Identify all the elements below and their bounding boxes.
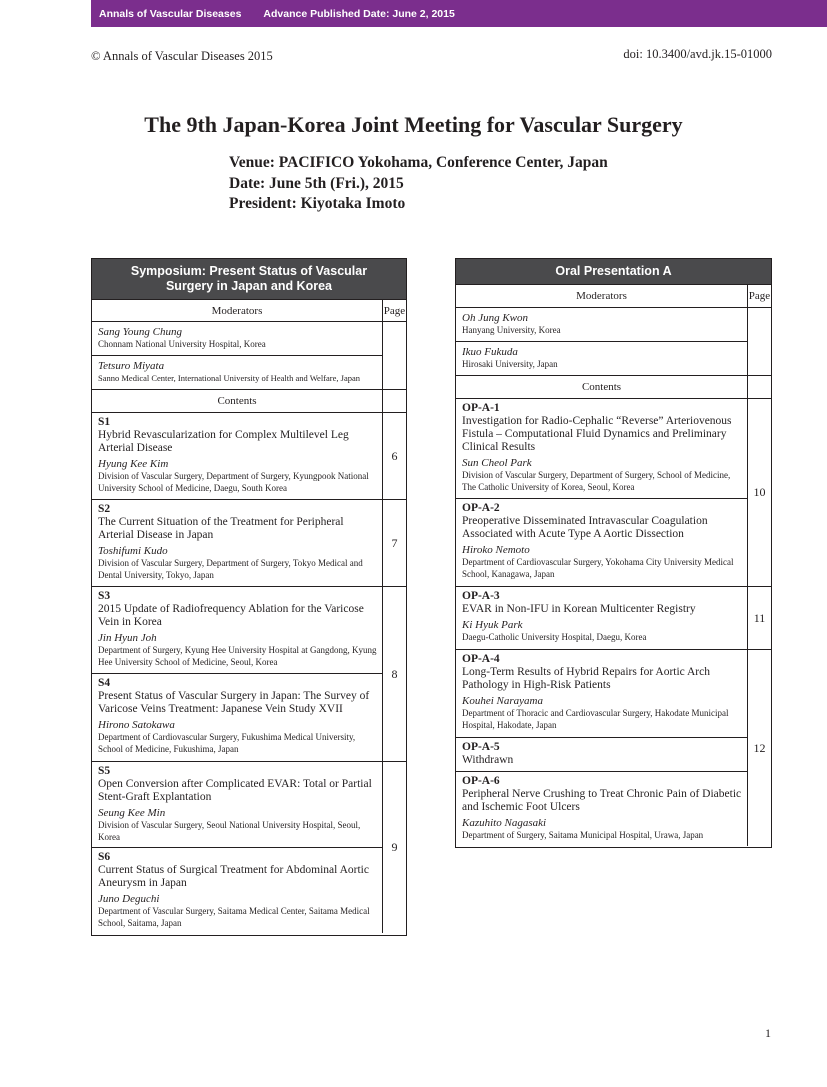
- entry-affiliation: Division of Vascular Surgery, Department of Surgery, Kyungpook National University School of Medicine, Daegu, South Korea: [98, 471, 369, 493]
- entry-code: S4: [98, 677, 111, 689]
- moderator-name: Ikuo Fukuda: [462, 346, 518, 358]
- entry-author: Hirono Satokawa: [98, 719, 175, 731]
- entry-title: 2015 Update of Radiofrequency Ablation for the Varicose Vein in Korea: [98, 603, 364, 628]
- entry-author: Toshifumi Kudo: [98, 545, 168, 557]
- page-label: Page: [747, 284, 771, 307]
- oral-entry: [456, 649, 747, 737]
- venue: Venue: PACIFICO Yokohama, Conference Center, Japan: [229, 154, 608, 171]
- entry-affiliation: Department of Vascular Surgery, Saitama Medical Center, Saitama Medical School, Saitama, Japan: [98, 906, 370, 928]
- entry-title: Open Conversion after Complicated EVAR: Total or Partial Stent-Graft Explantation: [98, 778, 372, 803]
- moderators-label: Moderators: [92, 299, 382, 321]
- moderator-affiliation: Chonnam National University Hospital, Korea: [98, 339, 266, 349]
- entry-title: Peripheral Nerve Crushing to Treat Chronic Pain of Diabetic and Ischemic Foot Ulcers: [462, 788, 742, 813]
- oral-entry: [456, 586, 747, 649]
- copyright: © Annals of Vascular Diseases 2015: [91, 49, 273, 63]
- moderator-name: Tetsuro Miyata: [98, 360, 165, 372]
- moderator-affiliation: Hanyang University, Korea: [462, 325, 561, 335]
- page-number: 1: [765, 1026, 771, 1040]
- entry-affiliation: Department of Cardiovascular Surgery, Yokohama City University Medical School, Kanagawa, Japan: [462, 557, 734, 579]
- doi: doi: 10.3400/avd.jk.15-01000: [623, 47, 772, 61]
- entry-title: Hybrid Revascularization for Complex Multilevel Leg Arterial Disease: [98, 429, 349, 454]
- moderator-affiliation: Hirosaki University, Japan: [462, 359, 558, 369]
- entry-code: S3: [98, 590, 111, 602]
- symposium-table: [91, 258, 407, 936]
- page-number-cell: 9: [382, 761, 406, 933]
- entry-affiliation: Department of Surgery, Kyung Hee University Hospital at Gangdong, Kyung Hee University School of Medicine, Seoul, Korea: [98, 645, 377, 667]
- moderators-label: Moderators: [456, 284, 747, 307]
- president: President: Kiyotaka Imoto: [229, 195, 406, 212]
- entry-title: Current Status of Surgical Treatment for Abdominal Aortic Aneurysm in Japan: [98, 864, 369, 889]
- symposium-entry: [92, 673, 382, 761]
- meeting-title: The 9th Japan-Korea Joint Meeting for Vascular Surgery: [144, 112, 683, 137]
- moderator-name: Oh Jung Kwon: [462, 312, 528, 324]
- entry-code: OP-A-2: [462, 502, 500, 514]
- moderator: [92, 355, 382, 389]
- entry-affiliation: Division of Vascular Surgery, Department of Surgery, Tokyo Medical and Dental University, Tokyo, Japan: [98, 558, 363, 580]
- entry-code: S6: [98, 851, 111, 863]
- symposium-entry: [92, 761, 382, 847]
- moderator-name: Sang Young Chung: [98, 326, 182, 338]
- meeting-info: [229, 153, 608, 215]
- page-number-cell: 8: [382, 586, 406, 761]
- symposium-entry: [92, 499, 382, 586]
- entry-title: Long-Term Results of Hybrid Repairs for Aortic Arch Pathology in High-Risk Patients: [462, 666, 710, 691]
- contents-label: Contents: [456, 375, 747, 398]
- symposium-heading-line2: Surgery in Japan and Korea: [165, 279, 332, 293]
- entry-code: OP-A-6: [462, 775, 500, 787]
- moderator: [456, 307, 747, 341]
- symposium-entry: [92, 847, 382, 933]
- entry-affiliation: Department of Cardiovascular Surgery, Fukushima Medical University, School of Medicine, Fukushima, Japan: [98, 732, 356, 754]
- oral-entry: [456, 737, 747, 771]
- entry-code: S5: [98, 765, 111, 777]
- moderator: [92, 321, 382, 355]
- contents-label: Contents: [92, 389, 382, 412]
- published-date: Advance Published Date: June 2, 2015: [263, 7, 455, 20]
- entry-code: OP-A-5: [462, 741, 500, 753]
- entry-affiliation: Daegu-Catholic University Hospital, Daegu, Korea: [462, 632, 647, 642]
- entry-title: Preoperative Disseminated Intravascular Coagulation Associated with Acute Type A Aortic Dissection: [462, 515, 708, 540]
- page-cell: [382, 389, 406, 412]
- moderator-affiliation: Sanno Medical Center, International University of Health and Welfare, Japan: [98, 373, 360, 383]
- page-number-cell: 12: [747, 649, 771, 846]
- page-cell: [747, 307, 771, 375]
- oral-entry: [456, 771, 747, 846]
- entry-affiliation: Division of Vascular Surgery, Seoul National University Hospital, Seoul, Korea: [98, 820, 361, 842]
- entry-title: Withdrawn: [462, 754, 514, 766]
- entry-author: Juno Deguchi: [98, 893, 160, 905]
- entry-author: Kouhei Narayama: [462, 695, 543, 707]
- symposium-heading: [92, 259, 406, 299]
- page-number-cell: 10: [747, 398, 771, 586]
- entry-code: S1: [98, 416, 111, 428]
- oral-presentation-table: [455, 258, 772, 848]
- page-number-cell: 6: [382, 412, 406, 499]
- entry-author: Seung Kee Min: [98, 807, 166, 819]
- entry-code: S2: [98, 503, 111, 515]
- entry-code: OP-A-3: [462, 590, 500, 602]
- oral-heading: Oral Presentation A: [456, 259, 771, 284]
- symposium-entry: [92, 412, 382, 499]
- journal-header-bar: [91, 0, 827, 27]
- entry-author: Jin Hyun Joh: [98, 632, 157, 644]
- symposium-entry: [92, 586, 382, 673]
- entry-author: Ki Hyuk Park: [462, 619, 523, 631]
- entry-title: Investigation for Radio-Cephalic “Reverse” Arteriovenous Fistula – Computational Fluid Dynamics and Preliminary Clinical Results: [462, 415, 732, 453]
- moderator: [456, 341, 747, 375]
- entry-code: OP-A-1: [462, 402, 500, 414]
- oral-entry: [456, 398, 747, 498]
- page-number-cell: 11: [747, 586, 771, 649]
- date: Date: June 5th (Fri.), 2015: [229, 174, 404, 192]
- entry-title: The Current Situation of the Treatment for Peripheral Arterial Disease in Japan: [98, 516, 344, 541]
- entry-code: OP-A-4: [462, 653, 500, 665]
- entry-author: Kazuhito Nagasaki: [462, 817, 547, 829]
- entry-author: Hiroko Nemoto: [462, 544, 530, 556]
- oral-entry: [456, 498, 747, 586]
- entry-affiliation: Division of Vascular Surgery, Department of Surgery, School of Medicine, The Catholic University of Korea, Seoul, Korea: [462, 470, 731, 492]
- journal-name: Annals of Vascular Diseases: [99, 7, 242, 20]
- page-cell: [747, 375, 771, 398]
- entry-author: Sun Cheol Park: [462, 457, 532, 469]
- entry-author: Hyung Kee Kim: [98, 458, 169, 470]
- page-label: Page: [382, 299, 406, 321]
- entry-affiliation: Department of Surgery, Saitama Municipal Hospital, Urawa, Japan: [462, 830, 704, 840]
- page-cell: [382, 321, 406, 389]
- entry-title: EVAR in Non-IFU in Korean Multicenter Registry: [462, 603, 696, 615]
- symposium-heading-line1: Symposium: Present Status of Vascular: [130, 264, 368, 278]
- entry-title: Present Status of Vascular Surgery in Japan: The Survey of Varicose Veins Treatment: Japanese Vein Study XVII: [98, 690, 370, 715]
- entry-affiliation: Department of Thoracic and Cardiovascular Surgery, Hakodate Municipal Hospital, Hakodate, Japan: [462, 708, 729, 730]
- page-number-cell: 7: [382, 499, 406, 586]
